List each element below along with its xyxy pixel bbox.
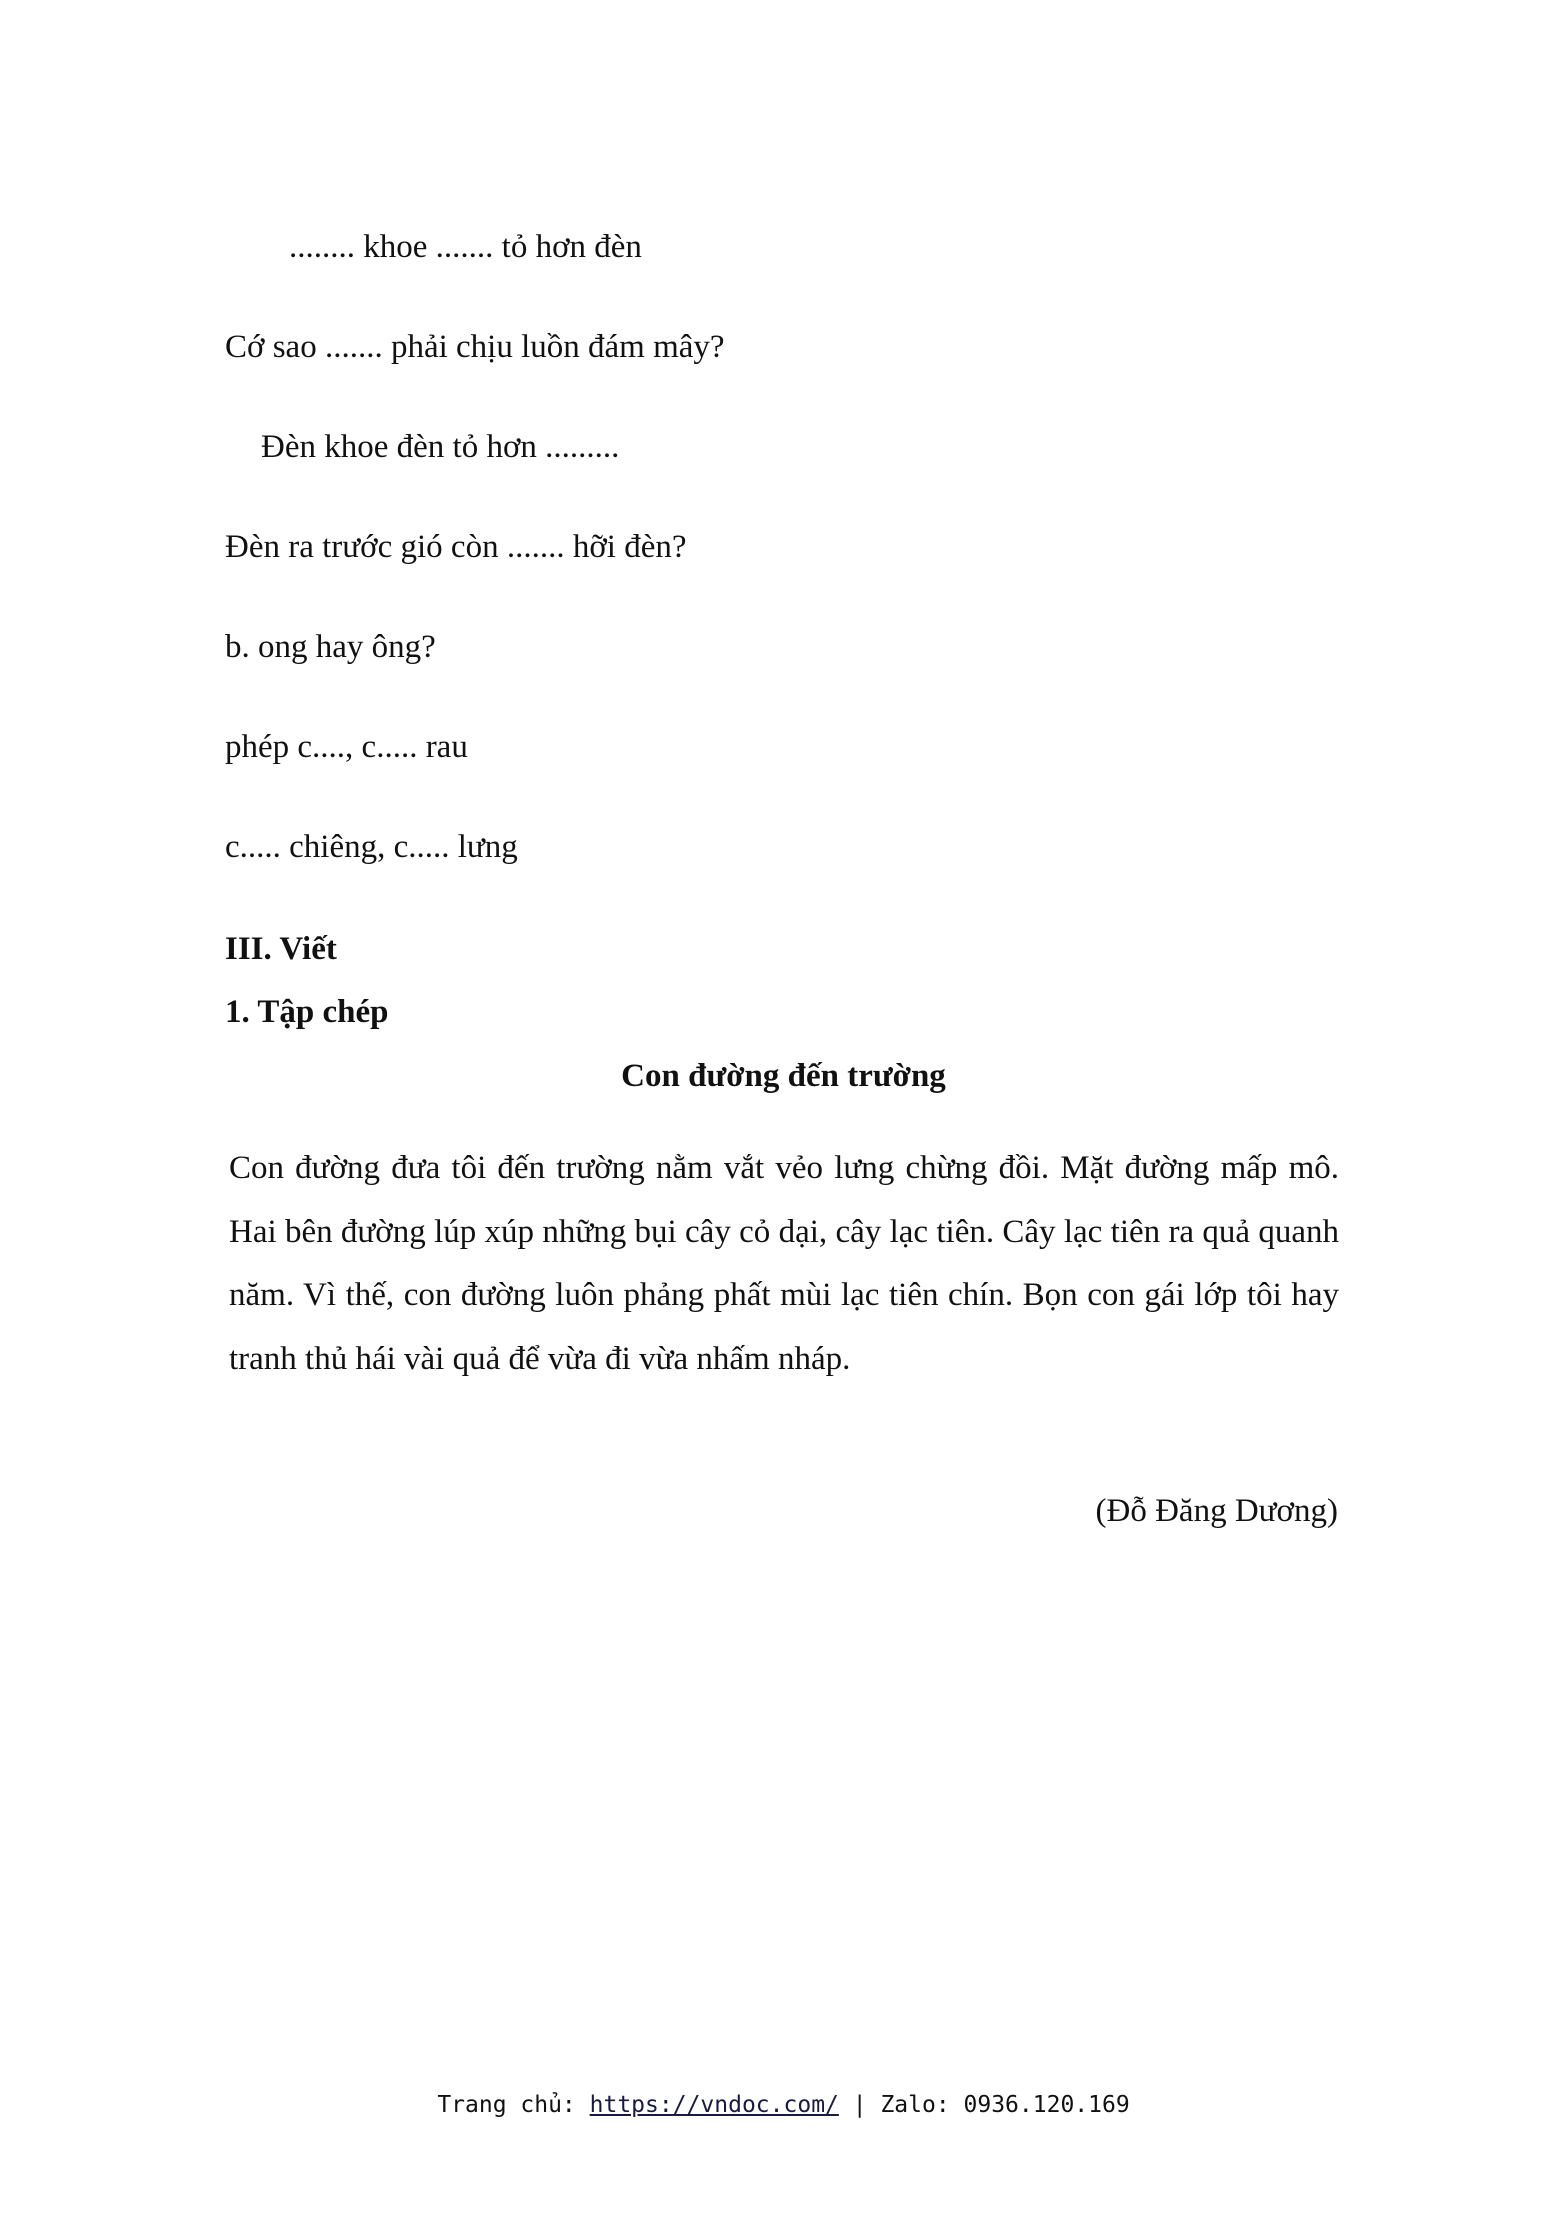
- poem-line-4: Đèn ra trước gió còn ....... hỡi đèn?: [225, 529, 687, 565]
- section-heading: III. Viết: [225, 931, 337, 967]
- poem-line-3: Đèn khoe đèn tỏ hơn .........: [261, 429, 620, 465]
- poem-line-2: Cớ sao ....... phải chịu luồn đám mây?: [225, 329, 725, 365]
- exercise-b-item-2: c..... chiêng, c..... lưng: [225, 829, 518, 865]
- exercise-b-item-1: phép c...., c..... rau: [225, 729, 468, 765]
- footer-home-label: Trang chủ:: [437, 2092, 590, 2118]
- passage-body: Con đường đưa tôi đến trường nằm vắt vẻo lưng chừng đồi. Mặt đường mấp mô. Hai bên đường lúp xúp những bụi cây cỏ dại, cây lạc tiên. Cây lạc tiên ra quả quanh năm. Vì thế, con đường luôn phảng phất mùi lạc tiên chín. Bọn con gái lớp tôi hay tranh thủ hái vài quả để vừa đi vừa nhấm nháp.: [229, 1150, 1339, 1377]
- poem-line-1: ........ khoe ....... tỏ hơn đèn: [289, 229, 642, 265]
- passage-author: (Đỗ Đăng Dương): [1095, 1493, 1338, 1529]
- exercise-b-prompt: b. ong hay ông?: [225, 629, 436, 665]
- footer-zalo: Zalo: 0936.120.169: [880, 2092, 1130, 2118]
- section-subheading: 1. Tập chép: [225, 994, 389, 1030]
- footer-home-link[interactable]: https://vndoc.com/: [589, 2092, 839, 2118]
- page-footer: [0, 2090, 1567, 2120]
- footer-separator: |: [838, 2092, 881, 2118]
- passage-title: Con đường đến trường: [621, 1058, 946, 1094]
